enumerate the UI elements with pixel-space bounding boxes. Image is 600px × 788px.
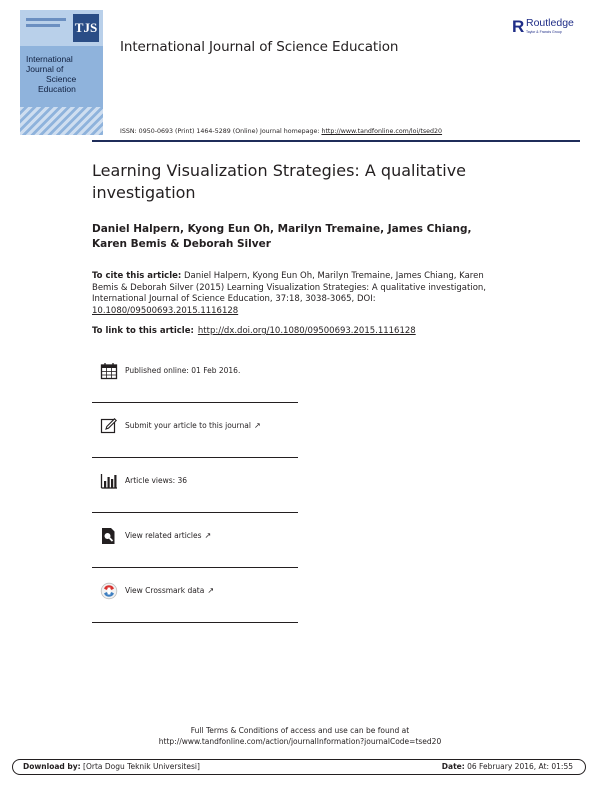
downloaded-by-label: Download by: [23, 762, 81, 771]
download-date [442, 760, 573, 774]
terms-link[interactable]: http://www.tandfonline.com/action/journalInformation?journalCode=tsed20 [158, 736, 442, 746]
terms-text: Full Terms & Conditions of access and use can be found at [190, 726, 410, 735]
cover-title-line: International [26, 54, 73, 64]
download-date-value: 06 February 2016, At: 01:55 [464, 762, 573, 771]
article-url-link[interactable]: http://dx.doi.org/10.1080/09500693.2015.1116128 [197, 326, 416, 336]
related-articles-label [125, 531, 211, 540]
crossmark-label [125, 586, 214, 595]
crossmark-text: View Crossmark data [125, 586, 205, 595]
cover-title [26, 54, 100, 94]
external-link-icon: ↗ [207, 586, 215, 595]
crossmark-row[interactable] [92, 568, 298, 623]
external-link-icon: ↗ [253, 421, 261, 430]
related-articles-text: View related articles [125, 531, 202, 540]
journal-homepage-link[interactable]: http://www.tandfonline.com/loi/tsed20 [321, 128, 443, 135]
doi-link[interactable]: 10.1080/09500693.2015.1116128 [92, 306, 239, 317]
cover-title-line: Education [38, 84, 76, 94]
bar-chart-icon [100, 472, 118, 490]
routledge-r-icon: R [512, 17, 525, 36]
download-info-bar [12, 759, 586, 775]
cite-text: Daniel Halpern, Kyong Eun Oh, Marilyn Tremaine, James Chiang, Karen Bemis & Deborah Silver (2015) Learning Visualization Strategies: A qualitative investigation, International Journal of Science Education, 37:18, 3038-3065, DOI: [92, 271, 486, 305]
article-title: Learning Visualization Strategies: A qualitative investigation [92, 161, 467, 202]
terms-footer [0, 726, 600, 747]
related-articles-row[interactable] [92, 513, 298, 568]
cover-decoration [26, 24, 60, 27]
citation-block [92, 271, 492, 318]
journal-cover-image [20, 10, 103, 135]
downloaded-by-value: [Orta Dogu Teknik Universitesi] [80, 762, 200, 771]
download-date-label: Date: [441, 762, 465, 771]
issn-line [120, 128, 442, 135]
link-label: To link to this article: [92, 326, 194, 336]
issn-text: ISSN: 0950-0693 (Print) 1464-5289 (Online) Journal homepage: [120, 128, 322, 135]
article-views-label: Article views: 36 [125, 476, 188, 485]
cover-pattern [20, 107, 103, 135]
submit-article-label [125, 421, 261, 430]
external-link-icon: ↗ [204, 531, 212, 540]
article-link-line [92, 326, 512, 337]
article-authors: Daniel Halpern, Kyong Eun Oh, Marilyn Tremaine, James Chiang, Karen Bemis & Deborah Silver [92, 223, 472, 250]
published-online-row [92, 348, 298, 403]
crossmark-icon [100, 582, 118, 600]
article-views-row [92, 458, 298, 513]
submit-article-row[interactable] [92, 403, 298, 458]
header-rule [92, 140, 580, 142]
journal-name: International Journal of Science Education [120, 39, 399, 55]
pencil-icon [100, 417, 118, 435]
cover-decoration [26, 18, 66, 21]
publisher-logo[interactable] [512, 17, 588, 39]
published-online-label: Published online: 01 Feb 2016. [125, 366, 241, 375]
cover-title-line: Journal of [26, 64, 64, 74]
article-actions-panel [92, 348, 298, 623]
cover-logo: TJS [73, 14, 99, 42]
magnifier-icon [100, 527, 118, 545]
calendar-icon [100, 362, 118, 380]
cite-label: To cite this article: [92, 271, 182, 281]
downloaded-by [23, 760, 200, 774]
publisher-tagline: Taylor & Francis Group [526, 30, 562, 34]
publisher-name: Routledge [526, 17, 574, 29]
submit-article-text: Submit your article to this journal [125, 421, 251, 430]
cover-title-line: Science [46, 74, 77, 84]
